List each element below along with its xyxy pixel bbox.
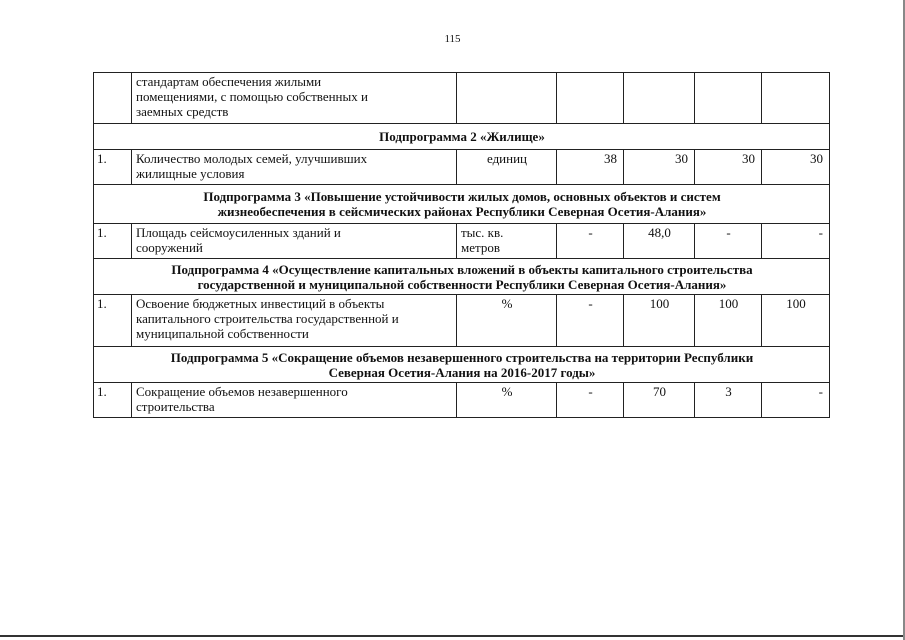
text-line: заемных средств <box>136 104 229 119</box>
text-line: Освоение бюджетных инвестиций в объекты <box>136 296 385 311</box>
section-title <box>94 259 830 295</box>
cell-value: 30 <box>624 150 695 185</box>
text-line: капитального строительства государственной и <box>136 311 399 326</box>
cell-num: 1. <box>94 295 132 347</box>
cell-unit <box>457 224 557 259</box>
scan-artifact-bottom-line <box>0 635 905 637</box>
text-line: тыс. кв. <box>461 225 504 240</box>
cell-value: - <box>695 224 762 259</box>
cell-indicator-name <box>132 224 457 259</box>
cell-indicator-name <box>132 383 457 418</box>
text-line: помещениями, с помощью собственных и <box>136 89 368 104</box>
section-title-line: жизнеобеспечения в сейсмических районах Республики Северная Осетия-Алания» <box>217 204 707 219</box>
cell-indicator-name <box>132 73 457 124</box>
text-line: Количество молодых семей, улучшивших <box>136 151 368 166</box>
section-title <box>94 185 830 224</box>
text-line: сооружений <box>136 240 203 255</box>
table-row-continuation <box>94 73 830 124</box>
cell-value: 30 <box>695 150 762 185</box>
table-row <box>94 224 830 259</box>
section-title-text: Подпрограмма 2 «Жилище» <box>379 129 545 144</box>
cell-value <box>762 73 830 124</box>
cell-num <box>94 73 132 124</box>
section-row-subprogram-2 <box>94 124 830 150</box>
cell-value: - <box>557 224 624 259</box>
cell-value <box>557 73 624 124</box>
cell-unit: единиц <box>457 150 557 185</box>
cell-value <box>624 73 695 124</box>
cell-unit <box>457 73 557 124</box>
cell-value: 48,0 <box>624 224 695 259</box>
section-title-line: Подпрограмма 5 «Сокращение объемов незавершенного строительства на территории Республики <box>170 349 754 365</box>
section-row-subprogram-4 <box>94 259 830 295</box>
cell-num: 1. <box>94 224 132 259</box>
section-title <box>94 347 830 383</box>
cell-num: 1. <box>94 383 132 418</box>
section-title <box>94 124 830 150</box>
section-title-line: государственной и муниципальной собственности Республики Северная Осетия-Алания» <box>197 276 727 292</box>
cell-value: - <box>762 224 830 259</box>
cell-indicator-name <box>132 150 457 185</box>
text-line: строительства <box>136 399 215 414</box>
section-title-line: Подпрограмма 3 «Повышение устойчивости жилых домов, основных объектов и систем <box>203 189 721 204</box>
text-line: жилищные условия <box>136 166 245 181</box>
text-line: метров <box>461 240 500 255</box>
text-line: стандартам обеспечения жилыми <box>136 74 322 89</box>
section-row-subprogram-5 <box>94 347 830 383</box>
cell-unit: % <box>457 295 557 347</box>
table-row <box>94 150 830 185</box>
cell-value: - <box>557 383 624 418</box>
cell-value: 38 <box>557 150 624 185</box>
section-row-subprogram-3 <box>94 185 830 224</box>
cell-value: - <box>762 383 830 418</box>
table-row <box>94 383 830 418</box>
indicators-table <box>93 72 830 418</box>
cell-indicator-name <box>132 295 457 347</box>
cell-value: 70 <box>624 383 695 418</box>
text-line: Площадь сейсмоусиленных зданий и <box>136 225 341 240</box>
table-row <box>94 295 830 347</box>
cell-num: 1. <box>94 150 132 185</box>
cell-value: 100 <box>624 295 695 347</box>
cell-value: - <box>557 295 624 347</box>
section-title-line: Подпрограмма 4 «Осуществление капитальных вложений в объекты капитального строительства <box>171 261 753 277</box>
text-line: муниципальной собственности <box>136 326 309 341</box>
page-number: 115 <box>444 33 461 45</box>
cell-value: 100 <box>762 295 830 347</box>
section-title-line: Северная Осетия-Алания на 2016-2017 годы» <box>328 364 596 380</box>
cell-value: 3 <box>695 383 762 418</box>
text-line: Сокращение объемов незавершенного <box>136 384 348 399</box>
cell-value <box>695 73 762 124</box>
cell-value: 100 <box>695 295 762 347</box>
cell-value: 30 <box>762 150 830 185</box>
cell-unit: % <box>457 383 557 418</box>
